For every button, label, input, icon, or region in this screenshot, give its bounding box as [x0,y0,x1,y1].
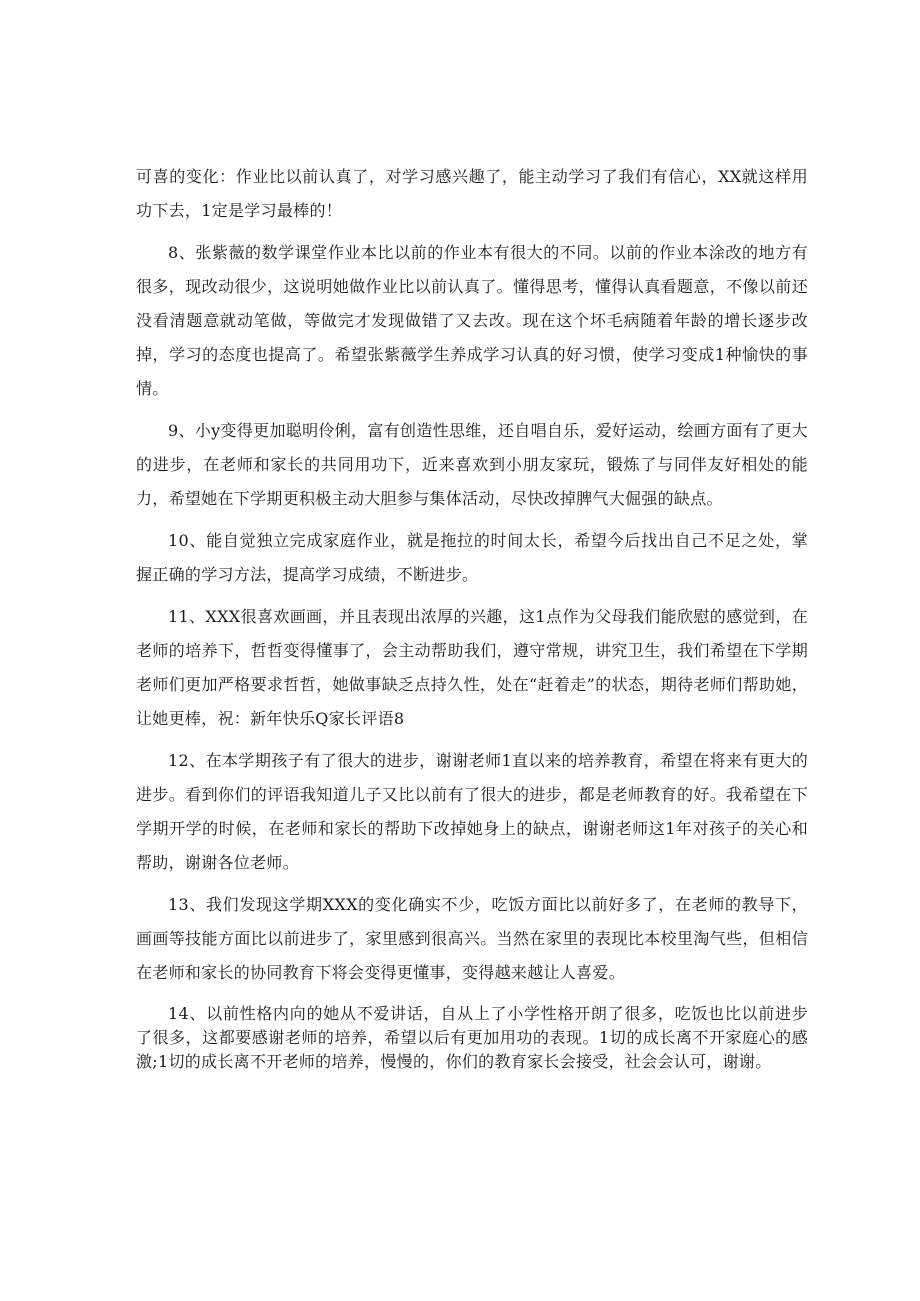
paragraph-10: 10、能自觉独立完成家庭作业，就是拖拉的时间太长，希望今后找出自己不足之处，掌握正确的学习方法，提高学习成绩，不断进步。 [136,531,808,584]
paragraph-8: 8、张紫薇的数学课堂作业本比以前的作业本有很大的不同。以前的作业本涂改的地方有很多，现改动很少，这说明她做作业比以前认真了。懂得思考，懂得认真看题意，不像以前还没看清题意就动笔做，等做完才发现做错了又去改。现在这个坏毛病随着年龄的增长逐步改掉，学习的态度也提高了。希望张紫薇学生养成学习认真的好习惯，使学习变成1种愉快的事情。 [136,243,808,398]
paragraph-11: 11、XXX很喜欢画画，并且表现出浓厚的兴趣，这1点作为父母我们能欣慰的感觉到，在老师的培养下，哲哲变得懂事了，会主动帮助我们，遵守常规，讲究卫生，我们希望在下学期老师们更加严格要求哲哲，她做事缺乏点持久性，处在“赶着走”的状态，期待老师们帮助她，让她更棒，祝：新年快乐Q家长评语8 [136,607,808,728]
document-page [136,160,808,1074]
paragraph-12: 12、在本学期孩子有了很大的进步，谢谢老师1直以来的培养教育，希望在将来有更大的进步。看到你们的评语我知道儿子又比以前有了很大的进步，都是老师教育的好。我希望在下学期开学的时候，在老师和家长的帮助下改掉她身上的缺点，谢谢老师这1年对孩子的关心和帮助，谢谢各位老师。 [136,751,808,872]
paragraph-continuation: 可喜的变化：作业比以前认真了，对学习感兴趣了，能主动学习了我们有信心，XX就这样用功下去，1定是学习最棒的！ [136,167,808,220]
paragraph-14: 14、以前性格内向的她从不爱讲话，自从上了小学性格开朗了很多，吃饭也比以前进步了很多，这都要感谢老师的培养，希望以后有更加用功的表现。1切的成长离不开家庭心的感激;1切的成长离不开老师的培养，慢慢的，你们的教育家长会接受，社会会认可，谢谢。 [136,1004,808,1071]
paragraph-9: 9、小y变得更加聪明伶俐，富有创造性思维，还自唱自乐，爱好运动，绘画方面有了更大的进步，在老师和家长的共同用功下，近来喜欢到小朋友家玩，锻炼了与同伴友好相处的能力，希望她在下学期更积极主动大胆参与集体活动，尽快改掉脾气大倔强的缺点。 [136,421,808,508]
paragraph-13: 13、我们发现这学期XXX的变化确实不少，吃饭方面比以前好多了，在老师的教导下，画画等技能方面比以前进步了，家里感到很高兴。当然在家里的表现比本校里淘气些，但相信在老师和家长的协同教育下将会变得更懂事，变得越来越让人喜爱。 [136,895,808,982]
